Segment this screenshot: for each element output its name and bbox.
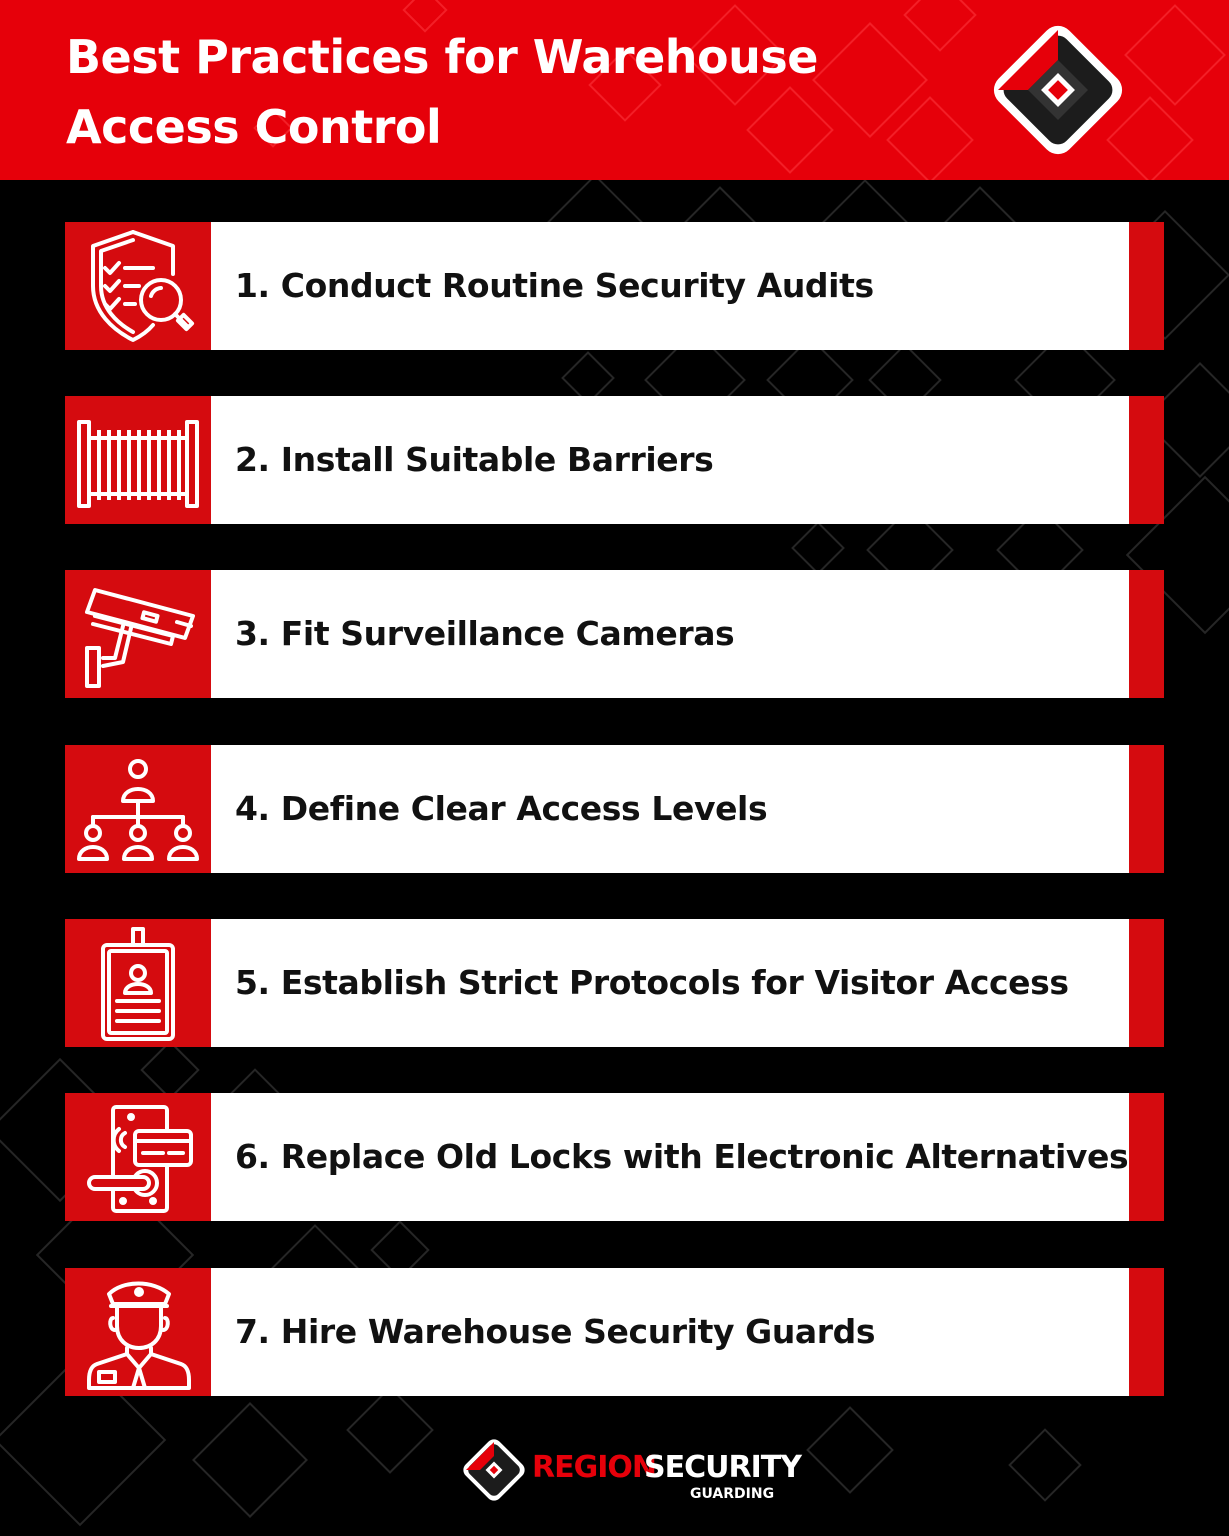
practice-label: 5. Establish Strict Protocols for Visitor Access — [235, 963, 1069, 1002]
practice-item-2 — [65, 396, 1164, 524]
header-banner — [0, 0, 1229, 180]
practice-label: 1. Conduct Routine Security Audits — [235, 266, 874, 305]
shield-checklist-magnifier-icon — [73, 226, 203, 346]
practice-item-5 — [65, 919, 1164, 1047]
footer-brand-logo — [458, 1432, 801, 1508]
practice-item-7 — [65, 1268, 1164, 1396]
hierarchy-people-icon — [73, 749, 203, 869]
practice-item-4 — [65, 745, 1164, 873]
practice-item-1 — [65, 222, 1164, 350]
brand-name-secondary: SECURITY — [644, 1450, 801, 1485]
practice-end-bar — [1129, 222, 1164, 350]
practice-icon-box — [65, 1268, 211, 1396]
practice-icon-box — [65, 745, 211, 873]
region-security-logo-icon — [458, 1434, 530, 1506]
practice-icon-box — [65, 919, 211, 1047]
security-guard-icon — [73, 1272, 203, 1392]
practice-label: 4. Define Clear Access Levels — [235, 789, 768, 828]
brand-name-primary: REGION — [532, 1450, 656, 1485]
practice-end-bar — [1129, 570, 1164, 698]
practice-icon-box — [65, 570, 211, 698]
practice-icon-box — [65, 1093, 211, 1221]
practice-end-bar — [1129, 919, 1164, 1047]
practice-end-bar — [1129, 745, 1164, 873]
region-security-logo-icon — [984, 16, 1132, 164]
practice-label: 7. Hire Warehouse Security Guards — [235, 1312, 876, 1351]
practice-end-bar — [1129, 1268, 1164, 1396]
visitor-badge-icon — [73, 923, 203, 1043]
electronic-card-lock-icon — [73, 1097, 203, 1217]
practice-icon-box — [65, 396, 211, 524]
practice-label: 3. Fit Surveillance Cameras — [235, 614, 735, 653]
practice-label: 2. Install Suitable Barriers — [235, 440, 714, 479]
fence-barrier-icon — [73, 400, 203, 520]
practice-label: 6. Replace Old Locks with Electronic Alternatives — [235, 1137, 1129, 1176]
practice-icon-box — [65, 222, 211, 350]
practice-end-bar — [1129, 396, 1164, 524]
practice-end-bar — [1129, 1093, 1164, 1221]
brand-tagline: GUARDING — [690, 1486, 775, 1502]
security-camera-icon — [73, 574, 203, 694]
page-title: Best Practices for Warehouse Access Control — [66, 30, 818, 154]
practice-item-6 — [65, 1093, 1164, 1221]
practice-item-3 — [65, 570, 1164, 698]
